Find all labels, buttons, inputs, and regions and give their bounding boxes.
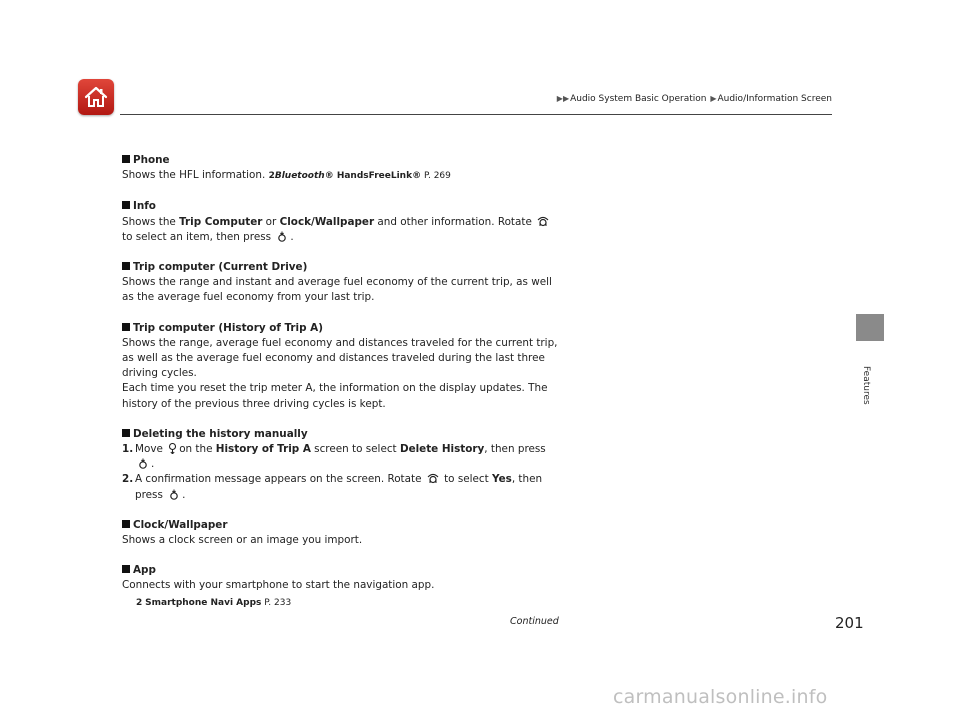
interface-dial-move-icon — [168, 443, 177, 454]
breadcrumb-arrow-icon: ▶▶ — [556, 94, 570, 103]
section-text: Shows the range and instant and average fuel economy of the current trip, as well as the average fuel economy from your last trip. — [122, 276, 552, 304]
breadcrumb — [556, 94, 832, 104]
bullet-square-icon — [122, 155, 130, 163]
section-text: Shows the HFL information. 2Bluetooth® HandsFreeLink® P. 269 — [122, 169, 451, 182]
breadcrumb-item[interactable]: Audio/Information Screen — [717, 94, 832, 104]
bullet-square-icon — [122, 201, 130, 209]
cross-reference-link[interactable]: 2Bluetooth® HandsFreeLink® P. 269 — [268, 171, 451, 182]
interface-dial-press-icon — [137, 458, 149, 469]
breadcrumb-arrow-icon: ▶ — [710, 94, 717, 103]
section-trip-history — [122, 321, 562, 412]
section-app — [122, 563, 562, 611]
bullet-square-icon — [122, 520, 130, 528]
bullet-square-icon — [122, 565, 130, 573]
bullet-square-icon — [122, 262, 130, 270]
section-heading: Deleting the history manually — [122, 427, 562, 442]
section-heading: Trip computer (Current Drive) — [122, 260, 562, 275]
section-heading: Clock/Wallpaper — [122, 518, 562, 533]
step-item: 1. Move on the History of Trip A screen to select Delete History, then press . — [122, 443, 546, 471]
cross-reference-link[interactable]: 2 Smartphone Navi Apps P. 233 — [136, 597, 292, 608]
step-item: 2. A confirmation message appears on the screen. Rotate to select Yes, then press . — [122, 473, 543, 501]
section-trip-current — [122, 260, 562, 306]
home-button[interactable] — [78, 79, 114, 115]
section-info — [122, 199, 562, 245]
continued-label: Continued — [510, 616, 559, 627]
page-content — [122, 153, 562, 626]
chapter-tab-label: Features — [861, 366, 871, 405]
section-text: Shows a clock screen or an image you import. — [122, 534, 363, 547]
interface-dial-press-icon — [276, 231, 288, 242]
section-clock-wallpaper — [122, 518, 562, 548]
watermark: carmanualsonline.info — [613, 686, 828, 708]
section-text: Shows the range, average fuel economy and distances traveled for the current trip, as well as the average fuel economy and distances traveled during the last three driving cycles. — [122, 336, 558, 380]
interface-dial-press-icon — [168, 489, 180, 500]
section-text: Connects with your smartphone to start the navigation app. — [122, 579, 435, 592]
reference-arrow-icon: 2 — [268, 171, 275, 182]
section-phone — [122, 153, 562, 184]
section-heading: Phone — [122, 153, 562, 168]
section-heading: Trip computer (History of Trip A) — [122, 321, 562, 336]
section-text: Shows the Trip Computer or Clock/Wallpaper and other information. Rotate to select an item, then press . — [122, 215, 562, 245]
reference-arrow-icon: 2 — [136, 597, 143, 608]
section-text: Each time you reset the trip meter A, the information on the display updates. The history of the previous three driving cycles is kept. — [122, 382, 548, 410]
section-heading: Info — [122, 199, 562, 214]
chapter-tab[interactable] — [856, 314, 884, 341]
bullet-square-icon — [122, 429, 130, 437]
page-number: 201 — [835, 614, 864, 632]
home-icon — [83, 85, 109, 109]
breadcrumb-item[interactable]: Audio System Basic Operation — [570, 94, 707, 104]
section-heading: App — [122, 563, 562, 578]
interface-dial-rotate-icon — [537, 216, 549, 227]
section-deleting-history — [122, 427, 562, 503]
bullet-square-icon — [122, 323, 130, 331]
interface-dial-rotate-icon — [427, 473, 439, 484]
header-divider — [120, 114, 832, 115]
